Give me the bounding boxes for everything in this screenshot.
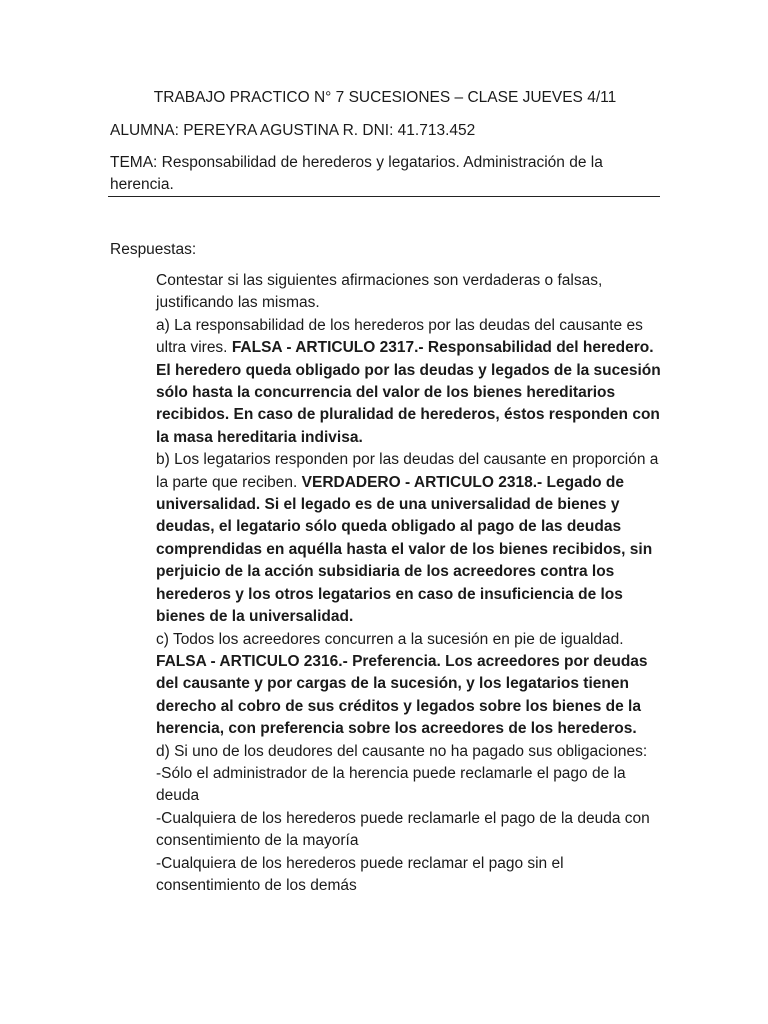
question-b	[156, 449, 666, 628]
question-a-statement: a) La responsabilidad de los herederos por las deudas del causante es ultra vires.	[156, 316, 643, 357]
document-title: TRABAJO PRACTICO N° 7 SUCESIONES – CLASE JUEVES 4/11	[153, 89, 617, 106]
question-d-option: -Sólo el administrador de la herencia puede reclamarle el pago de la deuda	[156, 764, 626, 805]
question-b-answer: VERDADERO - ARTICULO 2318.- Legado de universalidad. Si el legado es de una universalidad de bienes y deudas, el legatario sólo queda obligado al pago de las deudas comprendidas en aquélla hasta el valor de los bienes recibidos, sin perjuicio de la acción subsidiaria de los acreedores contra los herederos y los otros legatarios en caso de insuficiencia de los bienes de la universalidad.	[156, 473, 653, 626]
student-info: ALUMNA: PEREYRA AGUSTINA R. DNI: 41.713.452	[110, 122, 476, 139]
question-d-option: -Cualquiera de los herederos puede reclamar el pago sin el consentimiento de los demás	[156, 854, 564, 894]
answers-body	[156, 270, 666, 897]
question-a-answer: FALSA - ARTICULO 2317.- Responsabilidad del heredero. El heredero queda obligado por las deudas y legados de la sucesión sólo hasta la concurrencia del valor de los bienes hereditarios recibidos. En caso de pluralidad de herederos, éstos responden con la masa hereditaria indivisa.	[156, 339, 661, 446]
question-c	[156, 629, 666, 741]
answers-heading: Respuestas:	[110, 241, 197, 258]
question-b-statement: b) Los legatarios responden por las deudas del causante en proporción a la parte que reciben.	[156, 451, 659, 491]
topic-line: TEMA: Responsabilidad de herederos y legatarios. Administración de la herencia.	[110, 154, 603, 193]
question-d-option: -Cualquiera de los herederos puede reclamarle el pago de la deuda con consentimiento de la mayoría	[156, 809, 650, 850]
header-divider	[108, 196, 660, 197]
question-c-statement: c) Todos los acreedores concurren a la sucesión en pie de igualdad.	[156, 630, 624, 648]
question-c-answer: FALSA - ARTICULO 2316.- Preferencia. Los acreedores por deudas del causante y por cargas de la sucesión, y los legatarios tienen derecho al cobro de sus créditos y legados sobre los bienes de la herencia, con preferencia sobre los acreedores de los herederos.	[156, 652, 648, 738]
question-d-statement: d) Si uno de los deudores del causante no ha pagado sus obligaciones:	[156, 742, 648, 760]
instructions-text: Contestar si las siguientes afirmaciones son verdaderas o falsas, justificando las mismas.	[156, 272, 603, 312]
question-a	[156, 315, 666, 449]
